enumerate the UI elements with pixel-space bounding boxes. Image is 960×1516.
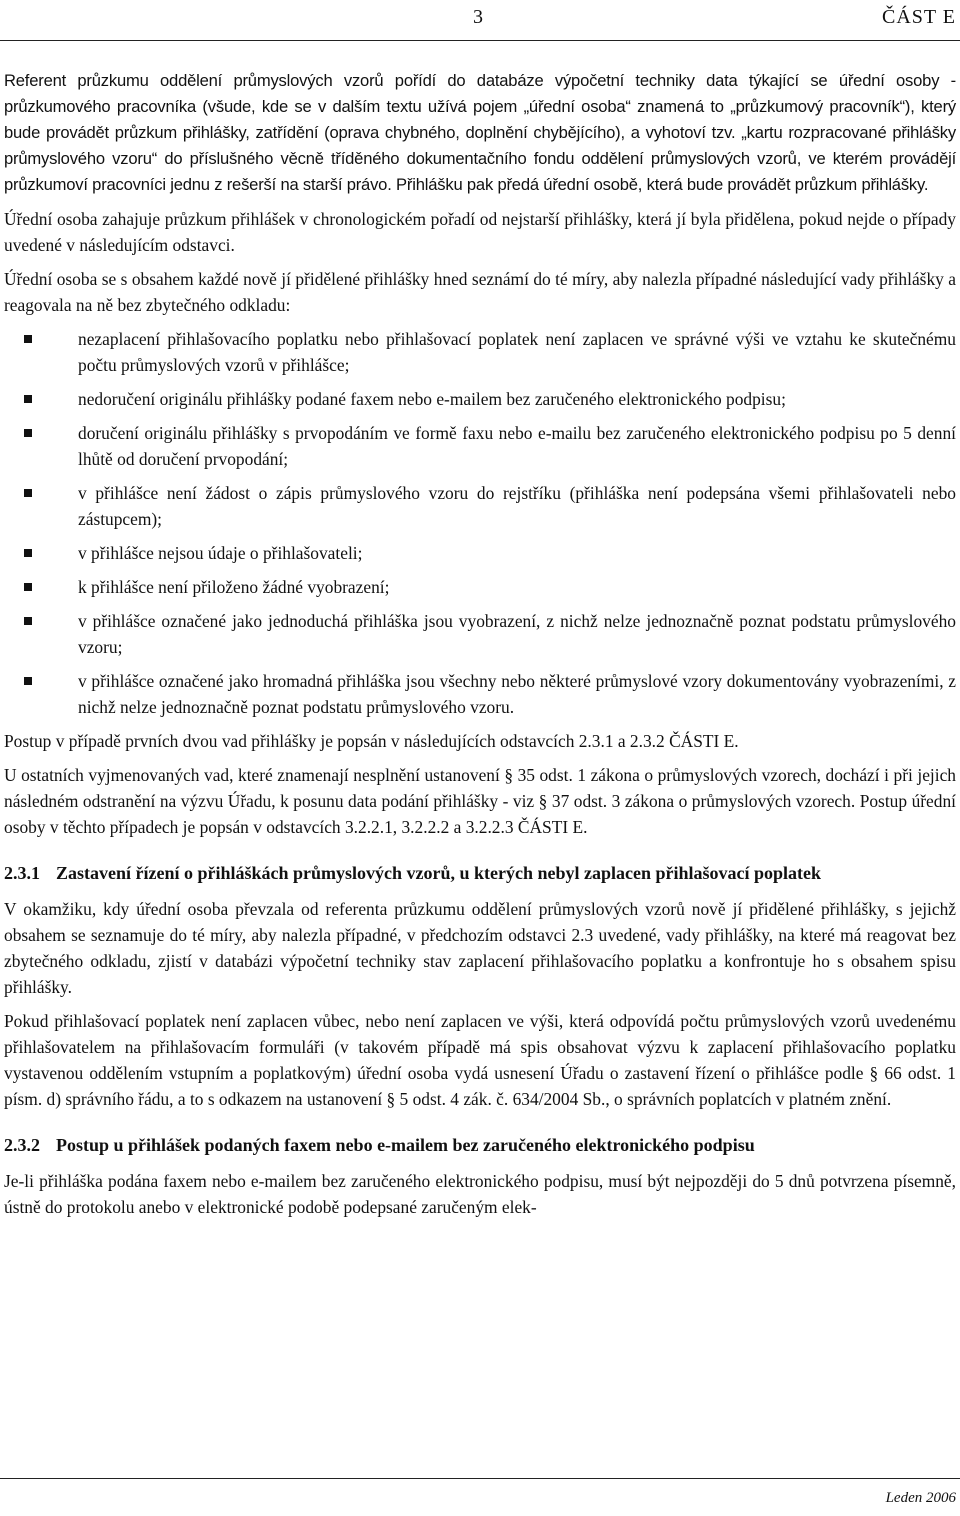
document-body <box>4 68 956 1228</box>
list-item: v přihlášce označené jako hromadná přihláška jsou všechny nebo některé průmyslové vzory dokumentovány vyobrazeními, z nichž nelze jednoznačně poznat podstatu průmyslového vzoru. <box>4 668 956 720</box>
bullet-square-icon <box>24 677 32 685</box>
bullet-square-icon <box>24 395 32 403</box>
bullet-square-icon <box>24 617 32 625</box>
bullet-square-icon <box>24 549 32 557</box>
paragraph-fax-email: Je-li přihláška podána faxem nebo e-mailem bez zaručeného elektronického podpisu, musí být nejpozději do 5 dnů potvrzena písemně, ústně do protokolu anebo v elektronické podobě podepsané zaručeným elek- <box>4 1171 956 1217</box>
list-item: nezaplacení přihlašovacího poplatku nebo přihlašovací poplatek není zaplacen ve správné výši ve vztahu ke skutečnému počtu průmyslových vzorů v přihlášce; <box>4 326 956 378</box>
paragraph-fee-check: V okamžiku, kdy úřední osoba převzala od referenta průzkumu oddělení průmyslových vzorů nově jí přidělené přihlášky, s jejichž obsahem se seznamuje do té míry, aby nalezla případné, v předchozím odstavci 2.3 uvedené, vady přihlášky, na které má reagovat bez zbytečného odkladu, zjistí v databázi výpočetní techniky stav zaplacení přihlašovacího poplatku a konfrontuje ho s obsahem spisu přihlášky. <box>4 899 956 997</box>
list-item: v přihlášce označené jako jednoduchá přihláška jsou vyobrazení, z nichž nelze jednoznačně poznat podstatu průmyslového vzoru; <box>4 608 956 660</box>
footer-divider <box>0 1478 960 1479</box>
bullet-square-icon <box>24 489 32 497</box>
section-label: ČÁST E <box>882 6 956 28</box>
section-number: 2.3.2 <box>4 1135 40 1155</box>
bullet-square-icon <box>24 335 32 343</box>
list-item: doručení originálu přihlášky s prvopodáním ve formě faxu nebo e-mailu bez zaručeného elektronického podpisu po 5 denní lhůtě od doručení prvopodání; <box>4 420 956 472</box>
list-item: nedoručení originálu přihlášky podané faxem nebo e-mailem bez zaručeného elektronického podpisu; <box>4 386 956 412</box>
paragraph-defects-intro: Úřední osoba se s obsahem každé nově jí přidělené přihlášky hned seznámí do té míry, aby nalezla případné následující vady přihlášky a reagovala na ně bez zbytečného odkladu: <box>4 269 956 315</box>
footer-date: Leden 2006 <box>885 1490 956 1506</box>
defects-list <box>4 326 956 720</box>
list-item: v přihlášce není žádost o zápis průmyslového vzoru do rejstříku (přihláška není podepsána všemi přihlašovateli nebo zástupcem); <box>4 480 956 532</box>
list-item: k přihlášce není přiloženo žádné vyobrazení; <box>4 574 956 600</box>
section-heading-2-3-1 <box>4 860 956 886</box>
section-title: Postup u přihlášek podaných faxem nebo e-mailem bez zaručeného elektronického podpisu <box>56 1135 755 1155</box>
paragraph-intro: Referent průzkumu oddělení průmyslových vzorů pořídí do databáze výpočetní techniky data týkající se úřední osoby - průzkumového pracovníka (všude, kde se v dalším textu užívá pojem „úřední osoba“ znamená to „průzkumový pracovník“), který bude provádět průzkum přihlášky, zatřídění (oprava chybného, doplnění chybějícího), a vyhotoví tzv. „kartu rozpracované přihlášky průmyslového vzoru“ do příslušného věcně tříděného dokumentačního fondu oddělení průmyslových vzorů, ve kterém provádějí průzkumoví pracovníci jednu z rešerší na starší právo. Přihlášku pak předá úřední osobě, která bude provádět průzkum přihlášky. <box>4 71 956 194</box>
page-header <box>0 0 960 41</box>
paragraph-fee-unpaid: Pokud přihlašovací poplatek není zaplacen vůbec, nebo není zaplacen ve výši, která odpovídá počtu průmyslových vzorů uvedenému přihlašovatelem na přihlašovacím formuláři (v takovém případě má spis obsahovat výzvu k zaplacení přihlašovacího poplatku vystavenou oddělením vstupním a poplatkovým) úřední osoba vydá usnesení Úřadu o zastavení řízení o přihlášce podle § 66 odst. 1 písm. d) správního řádu, a to s odkazem na ustanovení § 5 odst. 4 zák. č. 634/2004 Sb., o správních poplatcích v platném znění. <box>4 1011 956 1109</box>
paragraph-first-two-defects: Postup v případě prvních dvou vad přihlášky je popsán v následujících odstavcích 2.3.1 a 2.3.2 ČÁSTI E. <box>4 731 739 751</box>
paragraph-other-defects: U ostatních vyjmenovaných vad, které znamenají nesplnění ustanovení § 35 odst. 1 zákona o průmyslových vzorech, dochází i při jejich následném odstranění na výzvu Úřadu, k posunu data podání přihlášky - viz § 37 odst. 3 zákona o průmyslových vzorech. Postup úřední osoby v těchto případech je popsán v odstavcích 3.2.2.1, 3.2.2.2 a 3.2.2.3 ČÁSTI E. <box>4 765 956 837</box>
list-item: v přihlášce nejsou údaje o přihlašovateli; <box>4 540 956 566</box>
section-heading-2-3-2 <box>4 1132 956 1158</box>
section-number: 2.3.1 <box>4 863 40 883</box>
page-number: 3 <box>473 6 483 28</box>
bullet-square-icon <box>24 429 32 437</box>
bullet-square-icon <box>24 583 32 591</box>
section-title: Zastavení řízení o přihláškách průmyslových vzorů, u kterých nebyl zaplacen přihlašovací poplatek <box>56 863 822 883</box>
paragraph-chronological-order: Úřední osoba zahajuje průzkum přihlášek v chronologickém pořadí od nejstarší přihlášky, která jí byla přidělena, pokud nejde o případy uvedené v následujícím odstavci. <box>4 209 956 255</box>
